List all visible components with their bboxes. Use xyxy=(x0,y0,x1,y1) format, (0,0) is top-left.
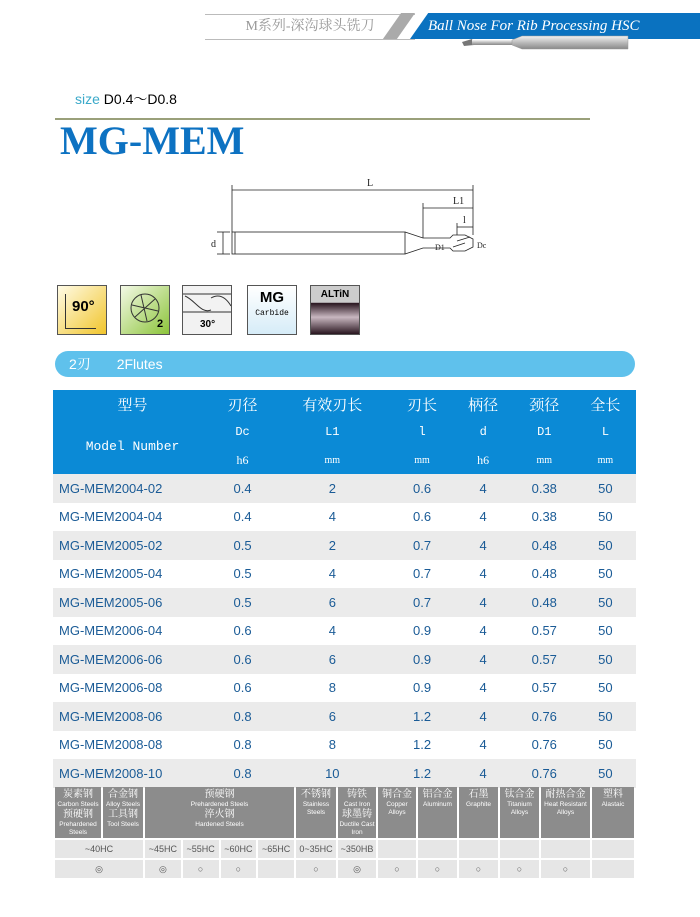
material-header xyxy=(500,787,539,838)
header-cn: 刃长 xyxy=(392,390,453,418)
spec-cell: 0.8 xyxy=(212,702,273,731)
spec-cell: 6 xyxy=(273,645,391,674)
spec-cell: 0.6 xyxy=(233,680,252,696)
header-sym: d xyxy=(453,418,514,446)
spec-cell: 0.4 xyxy=(233,509,252,525)
material-header-en: Heat Resistant Alloys xyxy=(544,801,587,816)
spec-cell: 4 xyxy=(453,531,514,560)
spec-cell: 0.5 xyxy=(212,588,273,617)
header-sym: L xyxy=(575,418,636,446)
suitability-mark: ○ xyxy=(378,860,416,878)
hardness-value: ~60HC xyxy=(221,840,257,858)
header-unit: mm xyxy=(575,446,636,474)
material-header-cn: 铝合金 xyxy=(422,789,453,800)
material-header xyxy=(541,787,590,838)
material-header-cn: 炭素钢 xyxy=(63,789,93,800)
material-table xyxy=(53,785,636,880)
table-row xyxy=(53,588,636,617)
model-number: MG-MEM2008-06 xyxy=(53,702,212,731)
material-header xyxy=(459,787,498,838)
spec-cell: 0.76 xyxy=(514,759,575,788)
material-header-cn2: 淬火钢 xyxy=(204,808,235,820)
material-header-en2: Prehardened Steels xyxy=(59,820,97,836)
spec-cell: 0.8 xyxy=(212,759,273,788)
material-header-cn: 铸铁 xyxy=(347,789,367,800)
spec-cell: 0.8 xyxy=(233,737,252,753)
spec-cell: 10 xyxy=(273,759,391,788)
header-unit: mm xyxy=(514,446,575,474)
label-d: d xyxy=(211,239,216,250)
table-row xyxy=(53,731,636,760)
spec-cell: 0.48 xyxy=(514,588,575,617)
suitability-mark: ○ xyxy=(296,860,336,878)
material-header-cn2: 球墨铸 xyxy=(342,808,372,820)
suitability-mark: ○ xyxy=(183,860,219,878)
material-header-en: Cast Iron xyxy=(343,801,371,808)
suitability-mark: ○ xyxy=(541,860,590,878)
material-header-en: Stainless Steels xyxy=(302,801,330,816)
spec-cell: 50 xyxy=(575,531,636,560)
header-model-en: Model Number xyxy=(53,418,212,474)
header-unit: mm xyxy=(392,446,453,474)
suitability-mark xyxy=(592,860,634,878)
spec-cell: 4 xyxy=(479,680,487,696)
table-row xyxy=(53,617,636,646)
spec-cell: 8 xyxy=(328,680,336,696)
spec-cell: 0.7 xyxy=(413,566,432,582)
spec-cell: 50 xyxy=(575,759,636,788)
suitability-mark: ○ xyxy=(221,860,257,878)
material-header-en2: Tool Steels xyxy=(107,820,139,828)
spec-cell: 4 xyxy=(479,737,487,753)
spec-cell: 4 xyxy=(453,759,514,788)
spec-cell: 50 xyxy=(575,474,636,503)
material-header-en: Aluminum xyxy=(423,801,452,808)
spec-cell: 0.48 xyxy=(531,566,557,582)
suitability-mark: ◎ xyxy=(338,860,376,878)
material-header-en: Alastaic xyxy=(601,801,625,808)
series-cn-title: M系列-深沟球头铣刀 xyxy=(205,14,415,40)
spec-cell: 50 xyxy=(598,680,613,696)
flutes-banner xyxy=(55,351,635,377)
hardness-value: ~65HC xyxy=(258,840,294,858)
hardness-value: 0~35HC xyxy=(296,840,336,858)
hardness-value: ~45HC xyxy=(145,840,181,858)
header-sym: Dc xyxy=(212,418,273,446)
spec-cell: 0.76 xyxy=(531,737,557,753)
spec-cell: 50 xyxy=(598,566,613,582)
flutes-en: 2Flutes xyxy=(116,356,163,372)
spec-cell: 2 xyxy=(273,474,391,503)
material-header xyxy=(378,787,416,838)
model-number: MG-MEM2004-02 xyxy=(53,474,212,503)
angle-90-icon: 90° xyxy=(57,285,107,335)
material-header-en: Prehardened Steels xyxy=(190,801,249,808)
spec-cell: 4 xyxy=(328,509,336,525)
material-header-cn: 铜合金 xyxy=(382,789,412,800)
spec-cell: 4 xyxy=(453,474,514,503)
spec-cell: 50 xyxy=(575,702,636,731)
header-cn: 颈径 xyxy=(514,390,575,418)
material-header-en: Graphite xyxy=(466,801,491,808)
material-header-cn: 塑料 xyxy=(603,789,623,800)
table-row xyxy=(53,560,636,589)
spec-cell: 4 xyxy=(453,645,514,674)
table-row xyxy=(53,474,636,503)
spec-cell: 4 xyxy=(453,702,514,731)
spec-cell: 0.57 xyxy=(514,645,575,674)
carbide-material-icon: MG Carbide xyxy=(247,285,297,335)
spec-cell: 1.2 xyxy=(392,702,453,731)
spec-cell: 6 xyxy=(273,702,391,731)
material-header xyxy=(338,787,376,838)
hardness-value xyxy=(541,840,590,858)
spec-cell: 50 xyxy=(598,623,613,639)
material-header-cn: 预硬钢 xyxy=(204,789,235,800)
material-header-cn: 石墨 xyxy=(468,789,489,800)
header-unit: mm xyxy=(273,446,391,474)
material-header-en2: Hardened Steels xyxy=(195,820,244,828)
suitability-mark: ◎ xyxy=(55,860,143,878)
spec-cell: 4 xyxy=(328,623,336,639)
size-range xyxy=(75,89,177,109)
table-row xyxy=(53,702,636,731)
spec-cell: 0.6 xyxy=(212,645,273,674)
spec-cell: 50 xyxy=(598,509,613,525)
material-header-cn: 合金钢 xyxy=(108,789,138,800)
model-number: MG-MEM2008-10 xyxy=(53,759,212,788)
material-header xyxy=(296,787,336,838)
table-row xyxy=(53,503,636,532)
model-number: MG-MEM2006-04 xyxy=(59,623,163,639)
hardness-value xyxy=(378,840,416,858)
material-header-en: Carbon Steels xyxy=(57,801,99,808)
spec-cell: 4 xyxy=(479,623,487,639)
header-cn: 全长 xyxy=(575,390,636,418)
material-header xyxy=(55,787,101,838)
table-row xyxy=(53,531,636,560)
table-row xyxy=(53,674,636,703)
spec-cell: 4 xyxy=(453,588,514,617)
spec-cell: 6 xyxy=(273,588,391,617)
header-sym: l xyxy=(392,418,453,446)
spec-cell: 0.57 xyxy=(531,623,557,639)
label-D1: D1 xyxy=(435,243,445,252)
material-header-en: Copper Alloys xyxy=(386,801,408,816)
spec-cell: 50 xyxy=(575,645,636,674)
tool-dimension-diagram xyxy=(195,165,535,265)
model-number: MG-MEM2006-08 xyxy=(59,680,163,696)
material-header-en2: Ductile Cast Iron xyxy=(339,820,375,836)
material-header-cn: 不锈钢 xyxy=(301,789,331,800)
size-value: D0.4～D0.8 xyxy=(103,91,177,107)
model-number: MG-MEM2005-02 xyxy=(53,531,212,560)
hardness-value: ~40HC xyxy=(55,840,143,858)
table-row xyxy=(53,759,636,788)
spec-cell: 4 xyxy=(328,566,336,582)
label-l: l xyxy=(463,215,466,226)
spec-cell: 0.48 xyxy=(514,531,575,560)
hardness-value: ~350HB xyxy=(338,840,376,858)
spec-cell: 0.6 xyxy=(233,623,252,639)
spec-cell: 0.5 xyxy=(233,566,252,582)
spec-cell: 8 xyxy=(328,737,336,753)
header-model-cn: 型号 xyxy=(53,390,212,418)
material-header xyxy=(418,787,457,838)
model-number: MG-MEM2006-06 xyxy=(53,645,212,674)
material-header xyxy=(145,787,294,838)
header-unit: h6 xyxy=(453,446,514,474)
flutes-cn: 2刃 xyxy=(69,356,91,372)
material-header-cn: 耐热合金 xyxy=(545,789,586,800)
spec-cell: 1.2 xyxy=(413,737,432,753)
label-L: L xyxy=(367,178,374,189)
spec-cell: 0.9 xyxy=(413,680,432,696)
spec-cell: 0.38 xyxy=(531,509,557,525)
spec-cell: 0.9 xyxy=(392,645,453,674)
spec-cell: 4 xyxy=(479,509,487,525)
material-header xyxy=(103,787,143,838)
spec-table xyxy=(53,390,636,788)
series-en-title: Ball Nose For Rib Processing HSC xyxy=(428,18,640,34)
spec-cell: 50 xyxy=(575,588,636,617)
header-cn: 柄径 xyxy=(453,390,514,418)
spec-cell: 0.7 xyxy=(392,531,453,560)
suitability-mark: ○ xyxy=(459,860,498,878)
hardness-value xyxy=(592,840,634,858)
spec-cell: 0.6 xyxy=(392,474,453,503)
model-number: MG-MEM2008-08 xyxy=(59,737,163,753)
label-L1: L1 xyxy=(453,196,465,207)
header-cn: 有效刃长 xyxy=(273,390,391,418)
label-Dc: Dc xyxy=(477,241,487,250)
spec-cell: 1.2 xyxy=(392,759,453,788)
material-header xyxy=(592,787,634,838)
tool-photo xyxy=(460,33,630,53)
spec-cell: 0.57 xyxy=(531,680,557,696)
model-number: MG-MEM2005-04 xyxy=(59,566,163,582)
material-header-cn2: 预硬钢 xyxy=(63,808,93,820)
suitability-mark: ○ xyxy=(500,860,539,878)
header-unit: h6 xyxy=(212,446,273,474)
spec-cell: 0.38 xyxy=(514,474,575,503)
two-flute-icon: 2 xyxy=(120,285,170,335)
suitability-mark: ◎ xyxy=(145,860,181,878)
spec-cell: 0.5 xyxy=(212,531,273,560)
spec-cell: 0.7 xyxy=(392,588,453,617)
spec-cell: 0.76 xyxy=(514,702,575,731)
model-number: MG-MEM2004-04 xyxy=(59,509,163,525)
spec-cell: 0.4 xyxy=(212,474,273,503)
header-sym: L1 xyxy=(273,418,391,446)
size-label: size xyxy=(75,91,100,107)
hardness-value xyxy=(500,840,539,858)
material-header-en: Alloy Steels xyxy=(106,801,140,808)
hardness-value: ~55HC xyxy=(183,840,219,858)
altin-coating-icon: ALTiN xyxy=(310,285,360,335)
spec-cell: 0.9 xyxy=(413,623,432,639)
header-sym: D1 xyxy=(514,418,575,446)
spec-cell: 4 xyxy=(479,566,487,582)
material-header-cn2: 工具钢 xyxy=(108,808,138,820)
hardness-value xyxy=(418,840,457,858)
header-cn: 刃径 xyxy=(212,390,273,418)
model-number: MG-MEM2005-06 xyxy=(53,588,212,617)
spec-cell: 2 xyxy=(273,531,391,560)
product-title: MG-MEM xyxy=(60,118,245,163)
suitability-mark: ○ xyxy=(418,860,457,878)
table-row xyxy=(53,645,636,674)
material-header-cn: 钛合金 xyxy=(504,789,535,800)
spec-cell: 50 xyxy=(598,737,613,753)
suitability-mark xyxy=(258,860,294,878)
material-header-en: Titanium Alloys xyxy=(507,801,532,816)
hardness-value xyxy=(459,840,498,858)
spec-cell: 0.6 xyxy=(413,509,432,525)
helix-30-icon: 30° xyxy=(182,285,232,335)
